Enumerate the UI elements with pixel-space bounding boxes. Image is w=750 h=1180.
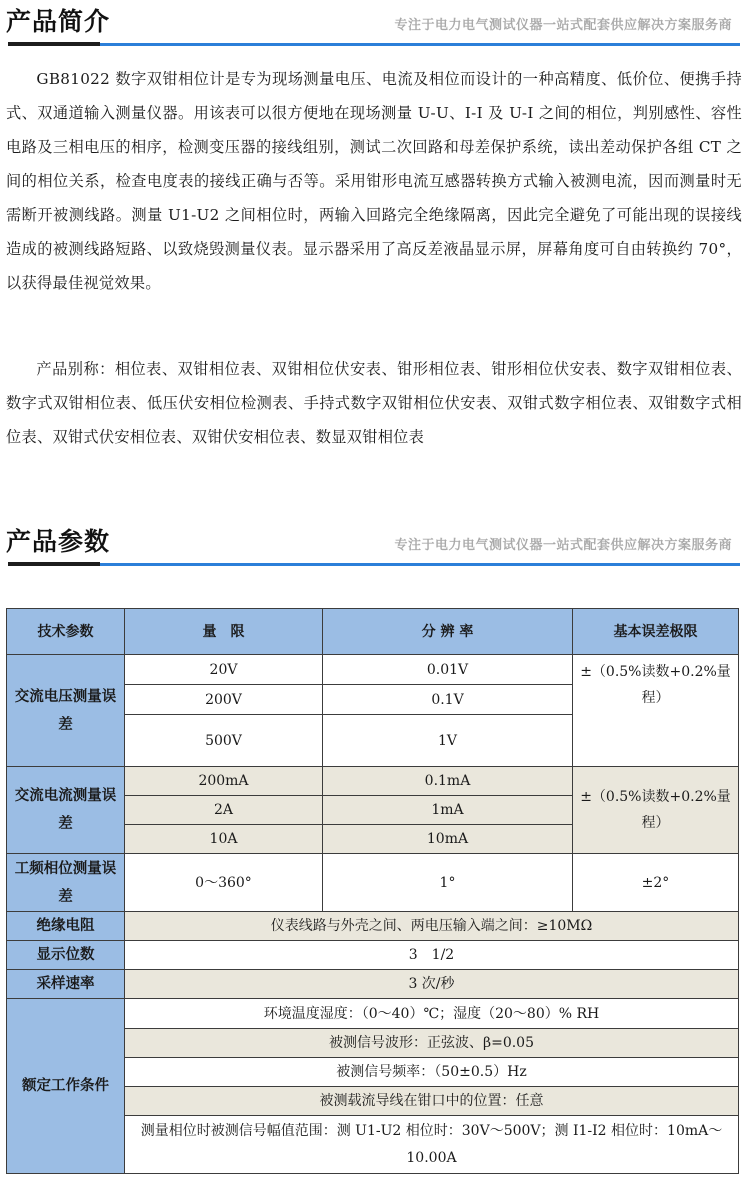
insulation-value: 仪表线路与外壳之间、两电压输入端之间：≥10MΩ: [125, 912, 739, 941]
section-slogan: 专注于电力电气测试仪器一站式配套供应解决方案服务商: [394, 18, 732, 33]
spec-table: [6, 608, 739, 1174]
table-row: [7, 941, 739, 970]
current-label: 交流电流测量误差: [7, 767, 125, 854]
intro-paragraph: GB81022 数字双钳相位计是专为现场测量电压、电流及相位而设计的一种高精度、低价位、便携手持式、双通道输入测量仪器。用该表可以很方便地在现场测量 U-U、I-I 及 U-I 之间的相位，判别感性、容性电路及三相电压的相序，检测变压器的接线组别，测试二次回路和母差保护系统，读出差动保护各组 CT 之间的相位关系，检查电度表的接线正确与否等。采用钳形电流互感器转换方式输入被测电流，因而测量时无需断开被测线路。测量 U1-U2 之间相位时，两输入回路完全绝缘隔离，因此完全避免了可能出现的误接线造成的被测线路短路、以致烧毁测量仪表。显示器采用了高反差液晶显示屏，屏幕角度可自由转换约 70°，以获得最佳视觉效果。: [6, 70, 742, 292]
digits-value: 3 1/2: [125, 941, 739, 970]
resolution-cell: 10mA: [323, 825, 573, 854]
alias-paragraph: 产品别称：相位表、双钳相位表、双钳相位伏安表、钳形相位表、钳形相位伏安表、数字双钳相位表、数字式双钳相位表、低压伏安相位检测表、手持式数字双钳相位伏安表、双钳式数字相位表、双钳数字式相位表、双钳式伏安相位表、双钳伏安相位表、数显双钳相位表: [6, 360, 742, 446]
section-header-intro: [0, 0, 750, 48]
condition-cell: 被测信号波形：正弦波、β=0.05: [125, 1029, 739, 1058]
sampling-value: 3 次/秒: [125, 970, 739, 999]
resolution-cell: 0.1V: [323, 685, 573, 715]
range-cell: 10A: [125, 825, 323, 854]
title-underline-dark: [8, 42, 100, 46]
condition-cell: 被测信号频率：（50±0.5）Hz: [125, 1058, 739, 1087]
resolution-cell: 0.01V: [323, 655, 573, 685]
table-row: [7, 912, 739, 941]
phase-error: ±2°: [573, 854, 739, 912]
range-cell: 20V: [125, 655, 323, 685]
resolution-cell: 0.1mA: [323, 767, 573, 796]
range-cell: 500V: [125, 715, 323, 767]
sampling-label: 采样速率: [7, 970, 125, 999]
condition-cell: 环境温度湿度：（0～40）℃；湿度（20～80）% RH: [125, 999, 739, 1029]
title-underline-blue: [100, 563, 740, 566]
resolution-cell: 1V: [323, 715, 573, 767]
table-row: [7, 767, 739, 796]
section-header-params: [0, 520, 750, 568]
voltage-label: 交流电压测量误差: [7, 655, 125, 767]
table-header-row: [7, 609, 739, 655]
condition-cell: 被测载流导线在钳口中的位置：任意: [125, 1087, 739, 1116]
header-cell: 分 辨 率: [323, 609, 573, 655]
range-cell: 200V: [125, 685, 323, 715]
title-underline-dark: [8, 562, 100, 566]
header-cell: 基本误差极限: [573, 609, 739, 655]
resolution-cell: 1mA: [323, 796, 573, 825]
table-row: [7, 854, 739, 912]
section-slogan: 专注于电力电气测试仪器一站式配套供应解决方案服务商: [394, 538, 732, 553]
range-cell: 200mA: [125, 767, 323, 796]
insulation-label: 绝缘电阻: [7, 912, 125, 941]
current-error: ±（0.5%读数+0.2%量程）: [573, 767, 739, 854]
conditions-label: 额定工作条件: [7, 999, 125, 1174]
range-cell: 2A: [125, 796, 323, 825]
table-row: [7, 655, 739, 685]
resolution-cell: 1°: [323, 854, 573, 912]
condition-cell: 测量相位时被测信号幅值范围：测 U1-U2 相位时：30V～500V；测 I1-I2 相位时：10mA～10.00A: [125, 1116, 739, 1174]
table-row: [7, 999, 739, 1029]
phase-label: 工频相位测量误差: [7, 854, 125, 912]
header-cell: 技术参数: [7, 609, 125, 655]
range-cell: 0～360°: [125, 854, 323, 912]
voltage-error: ±（0.5%读数+0.2%量程）: [573, 655, 739, 767]
table-row: [7, 970, 739, 999]
header-cell: 量 限: [125, 609, 323, 655]
title-underline-blue: [100, 43, 740, 46]
section-title: 产品简介: [6, 7, 111, 36]
digits-label: 显示位数: [7, 941, 125, 970]
section-title: 产品参数: [6, 527, 111, 556]
